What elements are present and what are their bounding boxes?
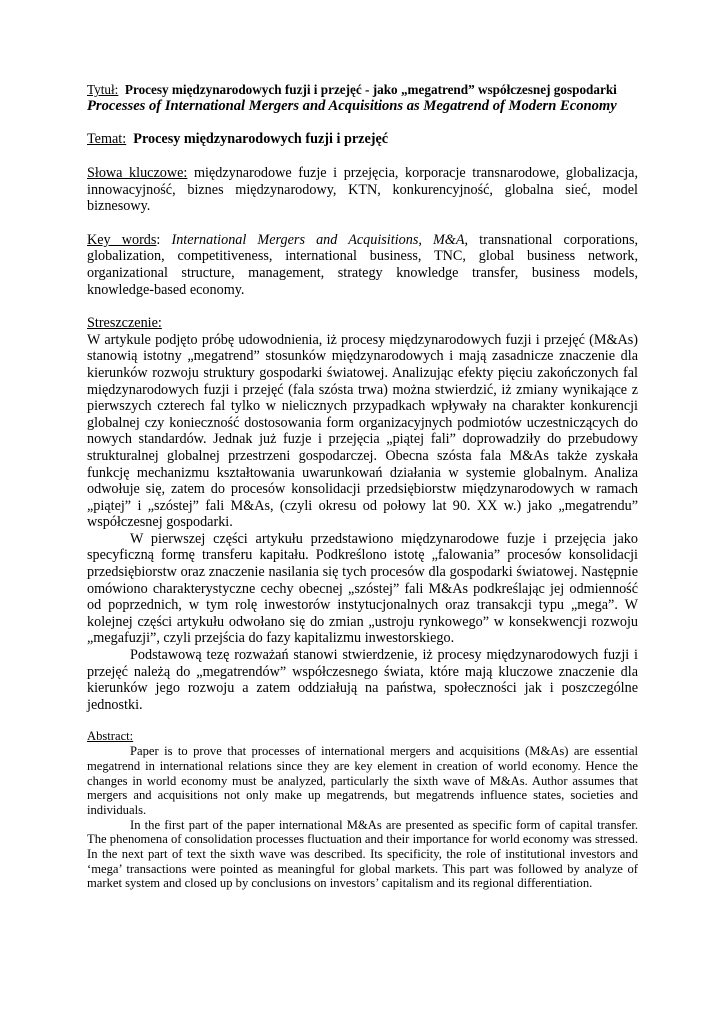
abstract-paragraph: Paper is to prove that processes of international mergers and acquisitions (M&As) are essential megatrend in international relations since they are key element in creation of world economy. Hence the changes in world economy must be analyzed, particularly the sixth wave of M&As. Author assumes that mergers and acquisitions not only make up megatrends, but megatrends influence states, societies and individuals.: [87, 744, 638, 817]
keywords-polish-text: międzynarodowe fuzje i przejęcia, korporacje transnarodowe, globalizacja, innowacyjność, biznes międzynarodowy, KTN, konkurencyjność, globalna sieć, model biznesowy.: [87, 165, 638, 215]
summary-paragraph: Podstawową tezę rozważań stanowi stwierdzenie, iż procesy międzynarodowych fuzji i przejęć należą do „megatrendów” współczesnego świata, które mają kluczowe znaczenie dla kierunków jego rozwoju a zatem oddziałują na państwa, społeczności jak i poszczególne jednostki.: [87, 647, 638, 713]
summary-paragraph: W artykule podjęto próbę udowodnienia, iż procesy międzynarodowych fuzji i przejęć (M&As) stanowią istotny „megatrend” stosunków międzynarodowych i mają zasadnicze znaczenie dla kierunków rozwoju struktury gospodarki światowej. Analizując efekty pięciu zakończonych fal międzynarodowych fuzji i przejęć (fala szósta trwa) można stwierdzić, iż zmiany wynikające z pierwszych czterech fal tylko w nielicznych przypadkach wpływały na charakter konkurencji globalnej czy konieczność dostosowania form organizacyjnych podmiotów uczestniczących do nowych standardów. Jednak już fuzje i przejęcia „piątej fali” doprowadziły do przebudowy strukturalnej globalnej przestrzeni gospodarczej. Obecna szósta fala M&As także zyskała funkcję mechanizmu kształtowania uwarunkowań działania w systemie globalnym. Analiza odwołuje się, zatem do procesów konsolidacji przedsiębiorstw międzynarodowych w ramach „piątej” i „szóstej” fali M&As, (czyli okresu od połowy lat 90. XX w.) jako „megatrendu” współczesnej gospodarki.: [87, 331, 638, 531]
title-label: Tytuł:: [87, 82, 119, 97]
topic-label: Temat:: [87, 131, 127, 147]
keywords-english: Key words: International Mergers and Acquisitions, M&A, transnational corporations, globalization, competitiveness, international business, TNC, global business network, organizational structure, management, strategy knowledge transfer, business models, knowledge-based economy.: [87, 231, 639, 298]
topic-text: Procesy międzynarodowych fuzji i przejęć: [133, 131, 389, 147]
document-page: [87, 82, 638, 891]
title-polish: Procesy międzynarodowych fuzji i przejęć - jako „megatrend” współczesnej gospodarki: [124, 82, 617, 97]
abstract-paragraph: In the first part of the paper international M&As are presented as specific form of capital transfer. The phenomena of consolidation processes fluctuation and their importance for world economy was stressed. In the next part of text the sixth wave was described. Its specificity, the role of institutional investors and ‘mega’ transactions were pointed as meaningful for global markets. This part was followed by analyze of market system and closed up by conclusions on investors’ capitalism and its regional differentiation.: [87, 817, 638, 891]
keywords-english-italic: International Mergers and Acquisitions, M&A,: [171, 231, 469, 248]
keywords-english-text: transnational corporations, globalization, competitiveness, international business, TNC, global business network, organizational structure, management, strategy knowledge transfer, business models, knowledge-based economy.: [87, 231, 639, 298]
summary-paragraph: W pierwszej części artykułu przedstawiono międzynarodowe fuzje i przejęcia jako specyficzną formę transferu kapitału. Podkreślono istotę „falowania” procesów konsolidacji przedsiębiorstw oraz znaczenie nasilania się tych procesów dla gospodarki światowej. Następnie omówiono charakterystyczne cechy obecnej „szóstej” fali M&As podkreślając jej odmienność od poprzednich, w tym rolę inwestorów instytucjonalnych oraz transakcji typu „mega”. W kolejnej części artykułu odwołano się do zmian „ustroju rynkowego” w konsekwencji rozwoju „megafuzji”, czyli przejścia do fazy kapitalizmu inwestorskiego.: [87, 530, 638, 647]
summary-label: Streszczenie:: [87, 315, 162, 332]
abstract-label: Abstract:: [87, 729, 134, 744]
title-english: Processes of International Mergers and Acquisitions as Megatrend of Modern Economy: [87, 98, 617, 114]
topic-line: [87, 131, 638, 148]
abstract-english: [87, 729, 638, 891]
keywords-polish-label: Słowa kluczowe:: [87, 165, 188, 181]
summary-polish: [87, 315, 638, 713]
keywords-polish: [87, 165, 638, 215]
title-line: [87, 82, 638, 98]
keywords-english-label: Key words: [87, 231, 157, 248]
